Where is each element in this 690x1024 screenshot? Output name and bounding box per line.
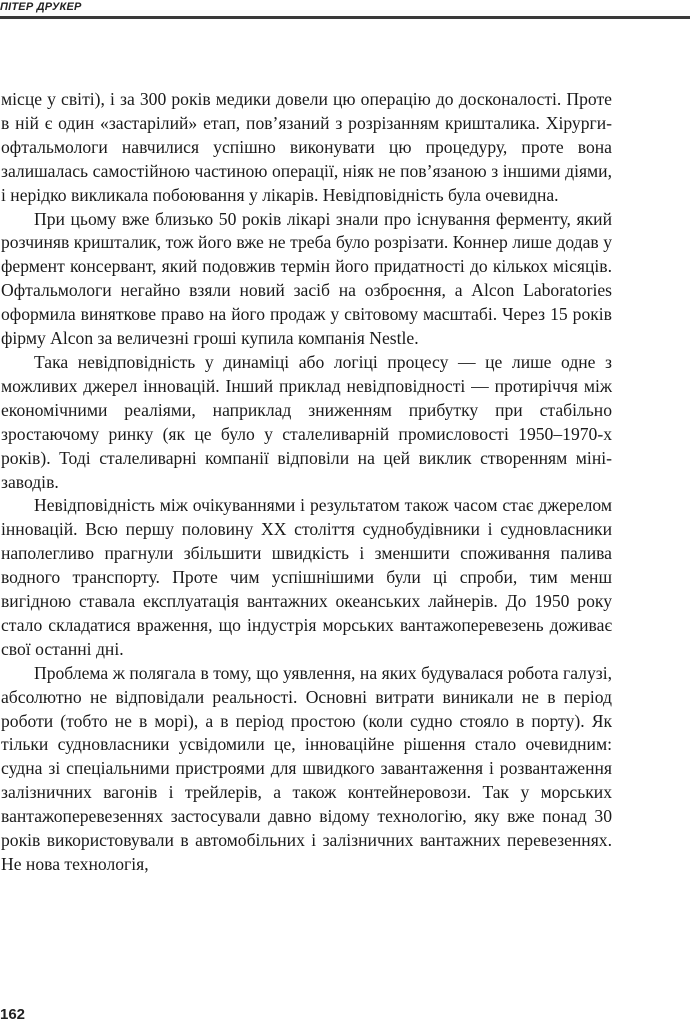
header-rule xyxy=(0,16,690,19)
paragraph: місце у світі), і за 300 років медики довели цю операцію до досконалості. Проте в ній є один «застарілий» етап, пов’язаний з розрізанням кришталика. Хірурги-офтальмологи навчилися успішно виконувати цю процедуру, проте вона залишалась самостійною частиною операції, ніяк не пов’язаною з іншими діями, і нерідко викликала побоювання у лікарів. Невідповідність була очевидна. xyxy=(1,89,612,205)
body-text xyxy=(1,88,612,877)
running-header xyxy=(0,0,690,20)
paragraph: При цьому вже близько 50 років лікарі знали про існування ферменту, який розчиняв кришталик, тож його вже не треба було розрізати. Коннер лише додав у фермент консервант, який подовжив термін його придатності до кількох місяців. Офтальмологи негайно взяли новий засіб на озброєння, а Alcon Laboratories оформила виняткове право на його продаж у світовому масштабі. Через 15 років фірму Alcon за величезні гроші купила компанія Nestle. xyxy=(1,208,612,349)
paragraph: Невідповідність між очікуваннями і результатом також часом стає джерелом інновацій. Всю першу половину XX століття суднобудівники і судновласники наполегливо прагнули збільшити швидкість і зменшити споживання палива водного транспорту. Проте чим успішнішими були ці спроби, тим менш вигідною ставала експлуатація вантажних океанських лайнерів. До 1950 року стало складатися враження, що індустрія морських вантажоперевезень доживає свої останні дні. xyxy=(1,495,612,659)
page-number: 162 xyxy=(0,1006,26,1023)
paragraph: Така невідповідність у динаміці або логіці процесу — це лише одне з можливих джерел інновацій. Інший приклад невідповідності — протиріччя між економічними реаліями, наприклад зниженням прибутку при стабільно зростаючому ринку (як це було у сталеливарній промисловості 1950–1970-х років). Тоді сталеливарні компанії відповіли на цей виклик створенням міні-заводів. xyxy=(1,351,612,492)
running-title: ПІТЕР ДРУКЕР xyxy=(0,1,82,13)
paragraph: Проблема ж полягала в тому, що уявлення, на яких будувалася робота галузі, абсолютно не відповідали реальності. Основні витрати виникали не в період роботи (тобто не в морі), а в період простою (коли судно стояло в порту). Як тільки судновласники усвідомили це, інноваційне рішення стало очевидним: судна зі спеціальними пристроями для швидкого завантаження і розвантаження залізничних вагонів і трейлерів, а також контейнеровози. Так у морських вантажоперевезеннях застосували давно відому технологію, яку вже понад 30 років використовували в автомобільних і залізничних вантажних перевезеннях. Не нова технологія, xyxy=(1,662,612,874)
